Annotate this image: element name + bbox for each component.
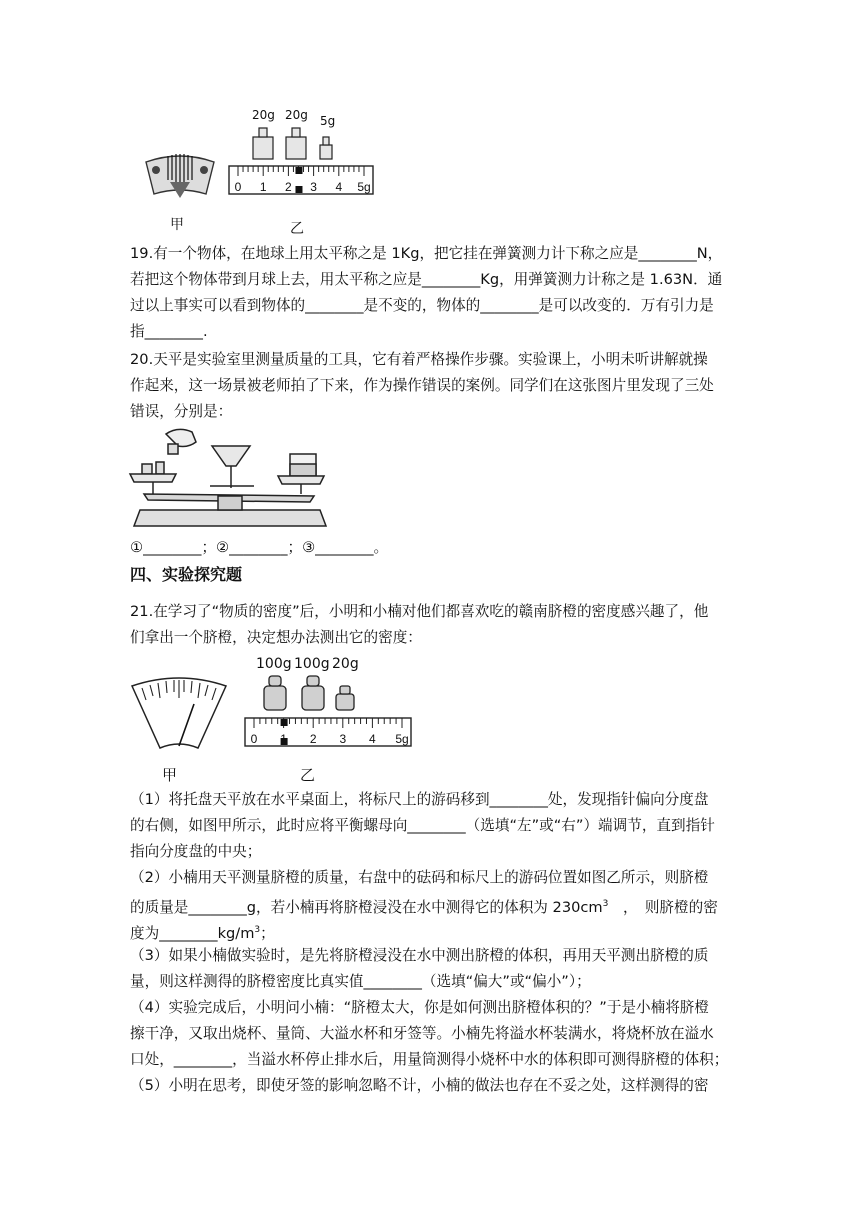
weight2-label-2: 100g [294,656,330,672]
figure1-label-yi: 乙 [290,221,304,237]
q21-line-1: 21.在学习了“物质的密度”后，小明和小楠对他们都喜欢吃的赣南脐橙的密度感兴趣了，他 [130,603,709,620]
q21-p3-line-1: （3）如果小楠做实验时，是先将脐橙浸没在水中测出脐橙的体积，再用天平测出脐橙的质 [130,947,709,964]
figure2-label-jia: 甲 [162,766,178,784]
q19-line-3: 过以上事实可以看到物体的________是不变的，物体的________是可以改变的．万有引力是 [130,297,714,314]
figure-yi-weights-2 [258,674,358,712]
q20-line-1: 20.天平是实验室里测量质量的工具，它有着严格操作步骤。实验课上，小明未听讲解就操 [130,351,708,368]
q21-p4-line-1: （4）实验完成后，小明问小楠：“脐橙太大，你是如何测出脐橙体积的？”于是小楠将脐橙 [130,999,709,1016]
q21-p2-line-2-pre: 的质量是________g，若小楠再将脐橙浸没在水中测得它的体积为 230cm [130,898,603,916]
figure2-label-yi: 乙 [300,766,316,784]
scale1-tick-label: 5g [357,180,371,194]
figure-balance-errors [128,426,328,530]
figure-jia-dial-1 [140,150,220,202]
scale2-tick-label: 2 [309,732,317,746]
scale1-tick-label: 1 [259,180,267,194]
scale1-rider-top [295,167,302,174]
scale2-rider-bottom [281,738,288,745]
scale2-frame [245,718,411,746]
q20-line-2: 作起来，这一场景被老师拍了下来，作为操作错误的案例。同学们在这张图片里发现了三处 [130,377,714,394]
q19-line-1: 19.有一个物体，在地球上用太平称之是 1Kg，把它挂在弹簧测力计下称之应是________N， [130,245,723,262]
q21-p2-line-2 [130,894,718,918]
q21-p2-line-2-sup: 3 [602,899,609,909]
q21-p5-line-1: （5）小明在思考，即使牙签的影响忽略不计，小楠的做法也存在不妥之处，这样测得的密 [130,1077,709,1094]
q21-p2-line-3 [130,920,275,944]
q20-line-3: 错误，分别是： [130,403,233,420]
figure-jia-dial-2 [128,674,230,754]
q21-p4-line-2: 擦干净，又取出烧杯、量筒、大溢水杯和牙签等。小楠先将溢水杯装满水，将烧杯放在溢水 [130,1025,714,1042]
scale2-rider-top [281,719,288,726]
scale2-tick-label: 5g [395,732,409,746]
q19-line-2: 若把这个物体带到月球上去，用太平称之应是________Kg，用弹簧测力计称之是 1.63N．通 [130,271,723,288]
q20-answers: ①________；②________；③________。 [130,539,389,556]
q21-p3-line-2: 量，则这样测得的脐橙密度比真实值________（选填“偏大”或“偏小”）； [130,973,591,990]
q21-p2-line-3-sup: 3 [254,925,261,935]
scale1-tick-label: 4 [335,180,343,194]
scale1-tick-label: 2 [285,180,292,194]
scale1-tick-label: 3 [310,180,317,194]
weight2-label-3: 20g [332,656,359,672]
weight2-label-1: 100g [256,656,292,672]
figure-yi-scale-1 [228,160,374,200]
scale2-tick-label: 4 [369,732,376,746]
figure1-label-jia: 甲 [170,217,184,233]
q19-line-4: 指________. [130,323,208,340]
q21-p2-line-3-pre: 度为________kg/m [130,924,255,942]
section-heading: 四、实验探究题 [130,565,243,584]
q21-line-2: 们拿出一个脐橙，决定想办法测出它的密度： [130,629,422,646]
q21-p1-line-3: 指向分度盘的中央； [130,843,262,860]
q21-p2-line-3-post: ； [260,924,275,942]
weight-label-2: 20g [285,108,308,122]
q21-p1-line-1: （1）将托盘天平放在水平桌面上，将标尺上的游码移到________处，发现指针偏向分度盘 [130,791,709,808]
figure-yi-weights-1 [248,125,338,161]
weight-label-1: 20g [252,108,275,122]
q21-p1-line-2: 的右侧，如图甲所示，此时应将平衡螺母向________（选填“左”或“右”）端调节，直到指针 [130,817,715,834]
q21-p2-line-1: （2）小楠用天平测量脐橙的质量，右盘中的砝码和标尺上的游码位置如图乙所示，则脐橙 [130,869,709,886]
q21-p2-line-2-post: ， 则脐橙的密 [608,898,718,916]
figure-yi-scale-2 [244,712,412,752]
q21-p4-line-3: 口处，________，当溢水杯停止排水后，用量筒测得小烧杯中水的体积即可测得脐橙的体积； [130,1051,729,1068]
scale1-tick-label: 0 [234,180,242,194]
scale2-tick-label: 3 [339,732,347,746]
scale1-rider-bottom [295,186,302,193]
scale2-tick-label: 0 [250,732,258,746]
weight-label-3: 5g [320,114,336,128]
